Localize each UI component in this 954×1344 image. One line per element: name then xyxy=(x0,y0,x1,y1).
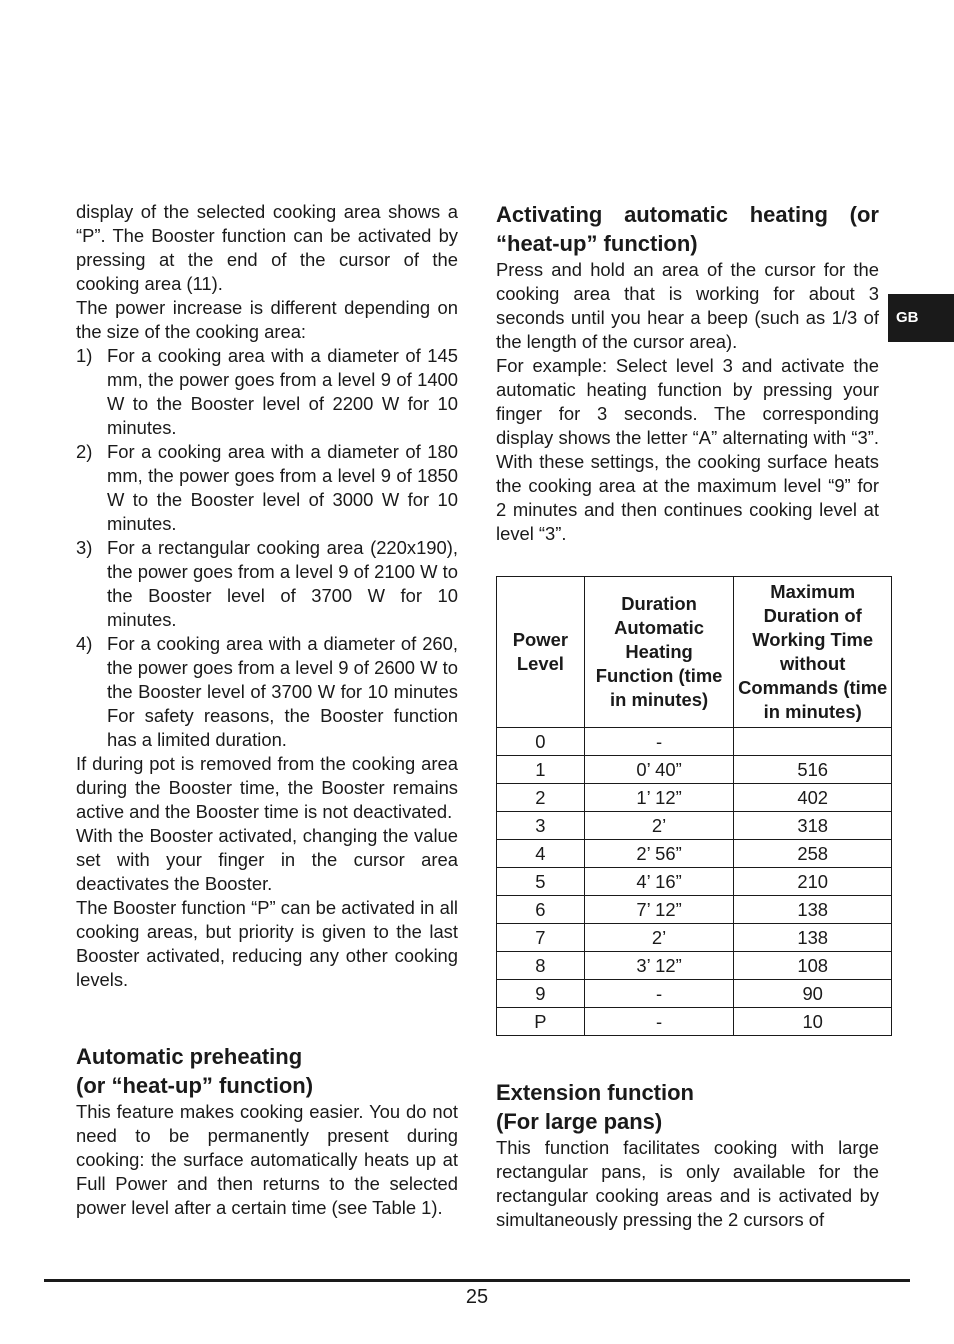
list-item xyxy=(76,536,458,632)
heading-line: (or “heat-up” function) xyxy=(76,1073,314,1098)
table-cell: 258 xyxy=(734,840,892,868)
table-row xyxy=(497,896,892,924)
list-number: 2) xyxy=(76,441,93,462)
right-column xyxy=(496,200,888,1232)
paragraph: With the Booster activated, changing the value set with your finger in the cursor area deactivates the Booster. xyxy=(76,825,458,894)
table-cell: 7’ 12” xyxy=(584,896,734,924)
column-header: Duration Automatic Heating Function (time in minutes) xyxy=(584,577,734,728)
table-header-row xyxy=(497,577,892,728)
column-header: Power Level xyxy=(497,577,585,728)
table-cell: 1’ 12” xyxy=(584,784,734,812)
table-cell: - xyxy=(584,1008,734,1036)
table-cell: 90 xyxy=(734,980,892,1008)
footer-divider xyxy=(44,1279,910,1282)
table-cell: - xyxy=(584,728,734,756)
table-cell: 0 xyxy=(497,728,585,756)
column-header: Maximum Duration of Working Time without Commands (time in minutes) xyxy=(734,577,892,728)
paragraph: display of the selected cooking area shows a “P”. The Booster function can be activated by pressing at the end of the cursor of the cooking area (11). xyxy=(76,201,458,294)
table-body xyxy=(497,728,892,1036)
table-cell: P xyxy=(497,1008,585,1036)
table-cell: 2’ xyxy=(584,812,734,840)
table-cell: 3’ 12” xyxy=(584,952,734,980)
table-cell: 138 xyxy=(734,896,892,924)
section-heading-activating: Activating automatic heating (or “heat-up” function) xyxy=(496,202,879,256)
power-increase-list xyxy=(76,344,458,752)
list-text: For a rectangular cooking area (220x190), the power goes from a level 9 of 2100 W to the Booster level of 3700 W for 10 minutes. xyxy=(107,537,458,630)
table-cell: 3 xyxy=(497,812,585,840)
paragraph: This feature makes cooking easier. You do not need to be permanently present during cooking: the surface automatically heats up at Full Power and then returns to the selected power level after a certain time (see Table 1). xyxy=(76,1101,458,1218)
table-cell: 1 xyxy=(497,756,585,784)
heat-up-table xyxy=(496,576,892,1036)
list-item xyxy=(76,440,458,536)
table-cell: 318 xyxy=(734,812,892,840)
table-row xyxy=(497,784,892,812)
language-tab: GB xyxy=(888,294,954,342)
table-cell: 5 xyxy=(497,868,585,896)
table-cell: 8 xyxy=(497,952,585,980)
table-cell: 2 xyxy=(497,784,585,812)
table-row xyxy=(497,924,892,952)
paragraph: If during pot is removed from the cooking area during the Booster time, the Booster remains active and the Booster time is not deactivated. xyxy=(76,753,458,822)
table-cell: - xyxy=(584,980,734,1008)
paragraph: This function facilitates cooking with large rectangular pans, is only available for the rectangular cooking areas and is activated by simultaneously pressing the 2 cursors of xyxy=(496,1137,879,1230)
heading-line: Automatic preheating xyxy=(76,1044,303,1069)
table-row xyxy=(497,756,892,784)
list-text: For a cooking area with a diameter of 180 mm, the power goes from a level 9 of 1850 W to the Booster level of 3000 W for 10 minutes. xyxy=(107,441,458,534)
table-row xyxy=(497,980,892,1008)
section-heading-preheating xyxy=(76,1042,458,1100)
table-cell: 4 xyxy=(497,840,585,868)
table-row xyxy=(497,728,892,756)
paragraph: For example: Select level 3 and activate the automatic heating function by pressing your finger for 3 seconds. The corresponding display shows the letter “A” alternating with “3”. With these settings, the cooking surface heats the cooking area at the maximum level “9” for 2 minutes and then continues cooking level at level “3”. xyxy=(496,355,879,544)
paragraph: Press and hold an area of the cursor for the cooking area that is working for about 3 seconds until you hear a beep (such as 1/3 of the length of the cursor area). xyxy=(496,259,879,352)
table-cell: 108 xyxy=(734,952,892,980)
table-cell: 9 xyxy=(497,980,585,1008)
table-row xyxy=(497,952,892,980)
table-cell: 402 xyxy=(734,784,892,812)
list-number: 3) xyxy=(76,537,93,558)
table-cell: 6 xyxy=(497,896,585,924)
table-cell: 210 xyxy=(734,868,892,896)
table-cell xyxy=(734,728,892,756)
table-row xyxy=(497,868,892,896)
list-number: 4) xyxy=(76,633,93,654)
list-text: For a cooking area with a diameter of 260, the power goes from a level 9 of 2600 W to the Booster level of 3700 W for 10 minutes For safety reasons, the Booster function has a limited duration. xyxy=(107,633,458,750)
table-cell: 4’ 16” xyxy=(584,868,734,896)
table-cell: 0’ 40” xyxy=(584,756,734,784)
table-cell: 138 xyxy=(734,924,892,952)
section-heading-extension xyxy=(496,1078,879,1136)
table-row xyxy=(497,812,892,840)
table-cell: 516 xyxy=(734,756,892,784)
heading-line: Extension function xyxy=(496,1080,694,1105)
list-number: 1) xyxy=(76,345,93,366)
list-item xyxy=(76,344,458,440)
table-cell: 2’ 56” xyxy=(584,840,734,868)
table-cell: 2’ xyxy=(584,924,734,952)
table-row xyxy=(497,840,892,868)
heading-line: (For large pans) xyxy=(496,1109,663,1134)
table-row xyxy=(497,1008,892,1036)
list-item xyxy=(76,632,458,752)
page-number: 25 xyxy=(465,1286,489,1308)
paragraph: The power increase is different depending on the size of the cooking area: xyxy=(76,297,458,342)
table-cell: 10 xyxy=(734,1008,892,1036)
list-text: For a cooking area with a diameter of 145 mm, the power goes from a level 9 of 1400 W to the Booster level of 2200 W for 10 minutes. xyxy=(107,345,458,438)
left-column xyxy=(76,200,458,1220)
paragraph: The Booster function “P” can be activated in all cooking areas, but priority is given to the last Booster activated, reducing any other cooking levels. xyxy=(76,897,458,990)
table-cell: 7 xyxy=(497,924,585,952)
